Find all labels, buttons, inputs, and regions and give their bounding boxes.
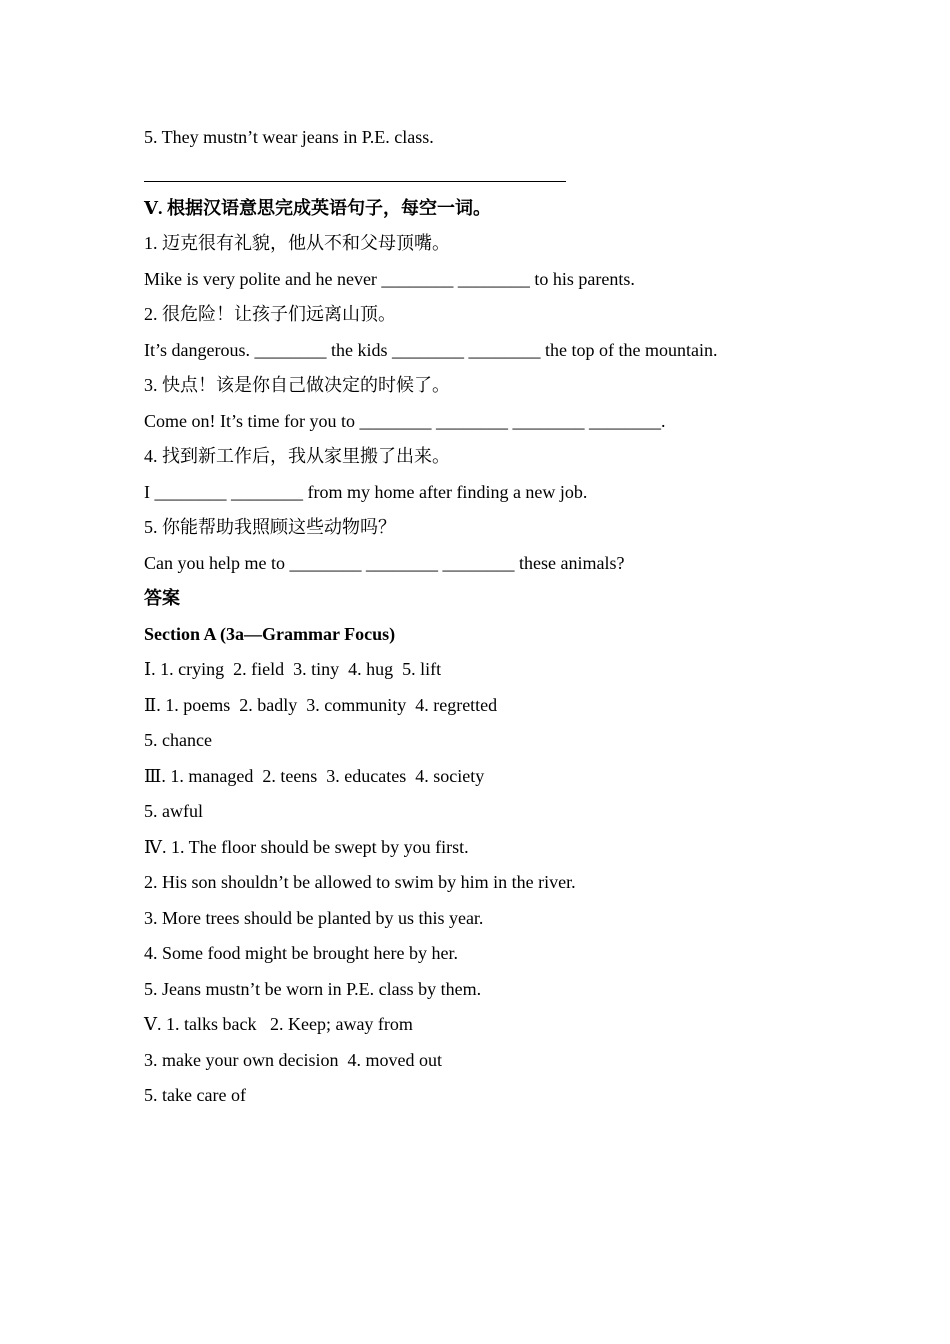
answer-line: 3. More trees should be planted by us this year.	[144, 907, 484, 928]
section-5-item-5-english: Can you help me to ________ ________ ________ these animals?	[144, 552, 625, 573]
answer-line: 5. Jeans mustn’t be worn in P.E. class by them.	[144, 978, 482, 999]
section-5-item-2-english: It’s dangerous. ________ the kids ________ ________ the top of the mountain.	[144, 339, 718, 360]
answers-heading: 答案	[144, 588, 180, 608]
section-5-item-4-chinese: 4. 找到新工作后，我从家里搬了出来。	[144, 446, 450, 466]
answer-line: 5. chance	[144, 730, 212, 750]
section-5-item-3-chinese: 3. 快点！该是你自己做决定的时候了。	[144, 375, 450, 395]
exercise-4-question-5: 5. They mustn’t wear jeans in P.E. class.	[144, 127, 434, 147]
section-5-item-3-english: Come on! It’s time for you to ________ ________ ________ ________.	[144, 410, 666, 431]
answer-line: Ⅱ. 1. poems 2. badly 3. community 4. regretted	[144, 694, 498, 715]
section-5-item-1-chinese: 1. 迈克很有礼貌，他从不和父母顶嘴。	[144, 233, 450, 253]
answer-blank-line	[144, 156, 824, 191]
answer-line: Ⅰ. 1. crying 2. field 3. tiny 4. hug 5. lift	[144, 659, 442, 679]
section-5-item-5-chinese: 5. 你能帮助我照顾这些动物吗？	[144, 517, 396, 537]
answer-line: 5. take care of	[144, 1085, 246, 1105]
document-page	[144, 120, 824, 1114]
section-5-heading: Ⅴ. 根据汉语意思完成英语句子，每空一词。	[144, 197, 491, 218]
answer-line: 2. His son shouldn’t be allowed to swim by him in the river.	[144, 872, 576, 892]
answer-line: Ⅴ. 1. talks back 2. Keep; away from	[144, 1014, 413, 1034]
answer-line: 5. awful	[144, 801, 203, 821]
section-5-item-2-chinese: 2. 很危险！让孩子们远离山顶。	[144, 304, 396, 324]
underline-rule	[144, 181, 566, 182]
section-5-item-4-english: I ________ ________ from my home after finding a new job.	[144, 481, 588, 502]
answer-line: Ⅲ. 1. managed 2. teens 3. educates 4. society	[144, 765, 485, 786]
answer-line: 3. make your own decision 4. moved out	[144, 1049, 442, 1070]
answers-section-title: Section A (3a—Grammar Focus)	[144, 623, 396, 644]
answer-line: Ⅳ. 1. The floor should be swept by you first.	[144, 836, 469, 857]
answer-line: 4. Some food might be brought here by her.	[144, 943, 458, 963]
section-5-item-1-english: Mike is very polite and he never ________ ________ to his parents.	[144, 268, 635, 289]
